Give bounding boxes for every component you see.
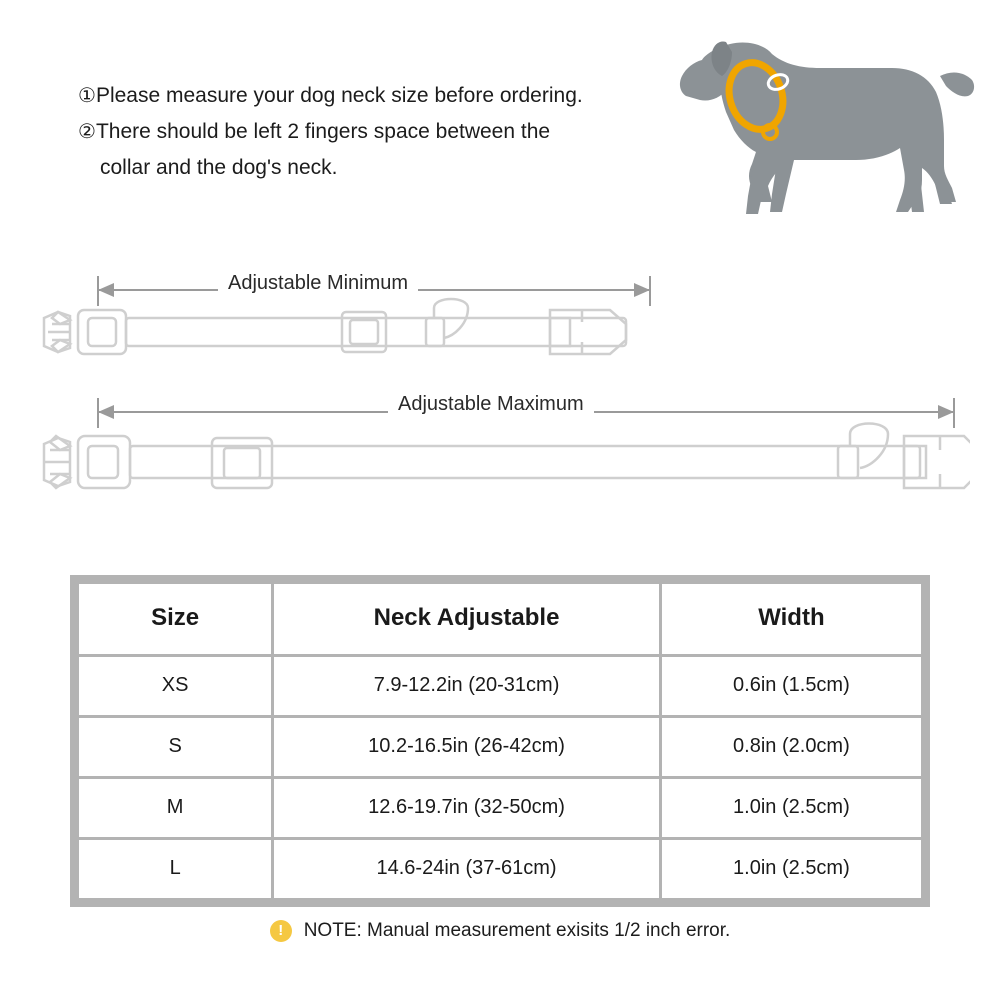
note-text: NOTE: Manual measurement exisits 1/2 inch error. xyxy=(303,920,731,941)
cell-size: L xyxy=(79,840,271,898)
cell-neck: 10.2-16.5in (26-42cm) xyxy=(274,718,659,776)
table-row xyxy=(79,718,921,776)
instruction-text-3: collar and the dog's neck. xyxy=(100,156,338,179)
header-width: Width xyxy=(662,584,921,654)
minimum-dimension-label: Adjustable Minimum xyxy=(218,272,418,295)
exclamation-icon: ! xyxy=(270,920,292,942)
cell-size: S xyxy=(79,718,271,776)
size-table xyxy=(76,581,924,901)
cell-size: M xyxy=(79,779,271,837)
instruction-text-2: There should be left 2 fingers space between the xyxy=(95,120,551,143)
instruction-marker-1: ① xyxy=(78,85,96,107)
cell-width: 0.6in (1.5cm) xyxy=(662,657,921,715)
collar-diagram-minimum xyxy=(30,262,970,372)
instruction-line-3 xyxy=(78,150,678,186)
instructions-block xyxy=(78,78,678,186)
instruction-line-2 xyxy=(78,114,678,150)
cell-neck: 14.6-24in (37-61cm) xyxy=(274,840,659,898)
table-header-row xyxy=(79,584,921,654)
table-row xyxy=(79,840,921,898)
cell-neck: 7.9-12.2in (20-31cm) xyxy=(274,657,659,715)
header-neck-adjustable: Neck Adjustable xyxy=(274,584,659,654)
instruction-marker-2: ② xyxy=(78,121,96,143)
header-size: Size xyxy=(79,584,271,654)
maximum-dimension-label: Adjustable Maximum xyxy=(388,393,594,416)
table-row xyxy=(79,779,921,837)
instruction-line-1 xyxy=(78,78,678,114)
cell-neck: 12.6-19.7in (32-50cm) xyxy=(274,779,659,837)
instruction-text-1: Please measure your dog neck size before ordering. xyxy=(95,84,583,107)
cell-width: 1.0in (2.5cm) xyxy=(662,840,921,898)
cell-size: XS xyxy=(79,657,271,715)
size-table-container xyxy=(70,575,930,907)
cell-width: 1.0in (2.5cm) xyxy=(662,779,921,837)
dog-illustration xyxy=(660,20,980,230)
note-row xyxy=(0,920,1000,942)
cell-width: 0.8in (2.0cm) xyxy=(662,718,921,776)
table-row xyxy=(79,657,921,715)
